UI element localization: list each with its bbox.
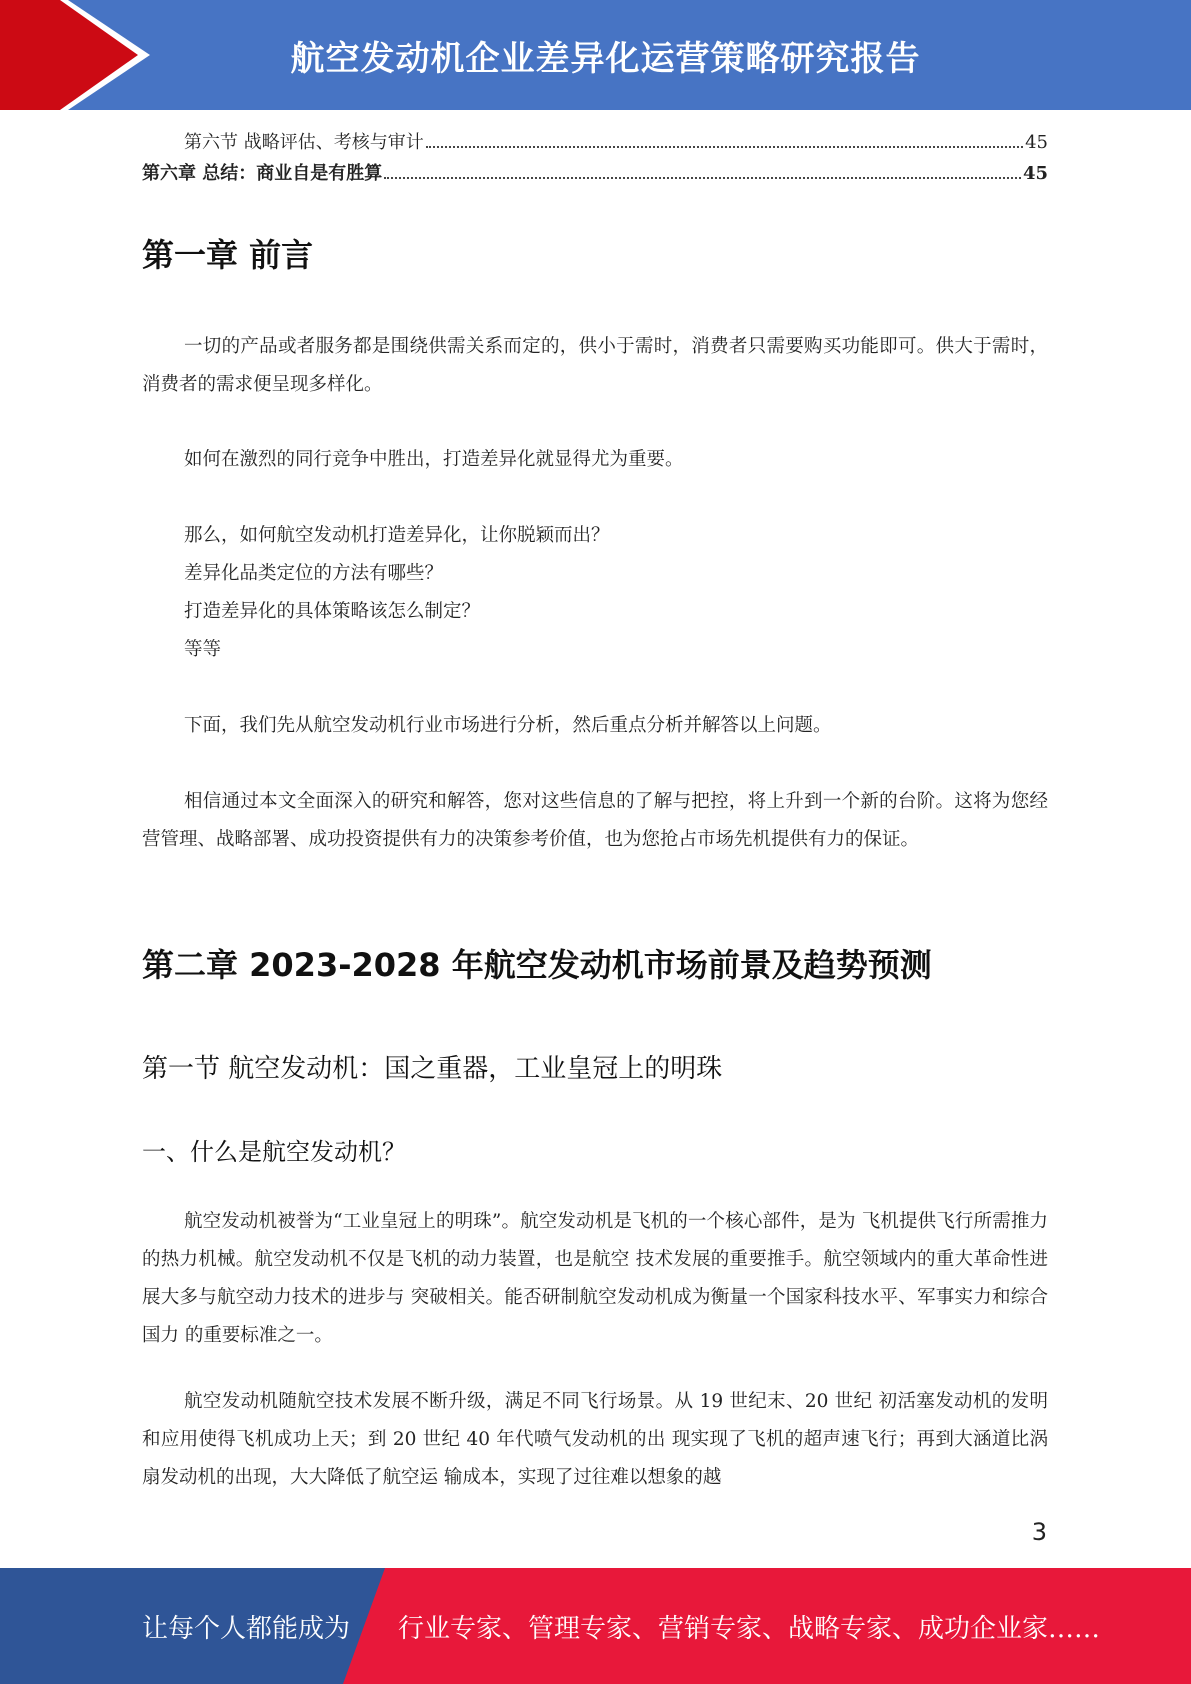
- paragraph: 航空发动机被誉为“工业皇冠上的明珠”。航空发动机是飞机的一个核心部件，是为 飞机提供飞行所需推力的热力机械。航空发动机不仅是飞机的动力装置，也是航空 技术发展的重要推手。航空领域内的重大革命性进展大多与航空动力技术的进步与 突破相关。能否研制航空发动机成为衡量一个国家科技水平、军事实力和综合国力 的重要标准之一。: [142, 1211, 1048, 1346]
- page-number: 3: [1031, 1518, 1047, 1546]
- question-line: 打造差异化的具体策略该怎么制定？: [184, 601, 481, 622]
- question-line: 等等: [184, 639, 222, 660]
- chapter-heading: 第一章 前言: [142, 236, 314, 274]
- header-banner: [0, 0, 1191, 110]
- subsection-heading: 一、什么是航空发动机？: [142, 1138, 406, 1166]
- chapter-heading: 第二章 2023-2028 年航空发动机市场前景及趋势预测: [142, 946, 932, 984]
- footer-banner: [0, 1568, 1191, 1684]
- paragraph: 下面，我们先从航空发动机行业市场进行分析，然后重点分析并解答以上问题。: [184, 715, 832, 736]
- paragraph: 一切的产品或者服务都是围绕供需关系而定的，供小于需时，消费者只需要购买功能即可。供大于需时，消费者的需求便呈现多样化。: [142, 336, 1048, 395]
- question-line: 差异化品类定位的方法有哪些？: [184, 563, 444, 584]
- toc-entry-page: 45: [1025, 132, 1048, 153]
- header-arrow-decoration: [0, 0, 160, 110]
- section-heading: 第一节 航空发动机：国之重器，工业皇冠上的明珠: [142, 1054, 723, 1084]
- footer-slogan-left: 让每个人都能成为: [142, 1613, 351, 1644]
- paragraph: 航空发动机随航空技术发展不断升级，满足不同飞行场景。从 19 世纪末、20 世纪 初活塞发动机的发明和应用使得飞机成功上天；到 20 世纪 40 年代喷气发动机的出 现实现了飞机的超声速飞行；再到大涵道比涡扇发动机的出现，大大降低了航空运 输成本，实现了过往难以想象的越: [142, 1391, 1048, 1488]
- toc-entry-section[interactable]: [142, 131, 1048, 155]
- paragraph: 如何在激烈的同行竞争中胜出，打造差异化就显得尤为重要。: [184, 449, 684, 470]
- question-line: 那么，如何航空发动机打造差异化，让你脱颖而出？: [184, 525, 610, 546]
- document-title: 航空发动机企业差异化运营策略研究报告: [290, 38, 921, 79]
- footer-slogan-right: 行业专家、管理专家、营销专家、战略专家、成功企业家……: [398, 1613, 1101, 1644]
- toc-entry-label: 第六章 总结：商业自是有胜算: [142, 163, 383, 184]
- toc-entry-label: 第六节 战略评估、考核与审计: [184, 132, 424, 153]
- paragraph: 相信通过本文全面深入的研究和解答，您对这些信息的了解与把控，将上升到一个新的台阶。这将为您经营管理、战略部署、成功投资提供有力的决策参考价值，也为您抢占市场先机提供有力的保证。: [142, 791, 1048, 850]
- toc-entry-page: 45: [1022, 163, 1048, 184]
- toc-leader-dots: [426, 146, 1023, 148]
- toc-leader-dots: [384, 177, 1021, 179]
- toc-entry-chapter[interactable]: [142, 162, 1048, 186]
